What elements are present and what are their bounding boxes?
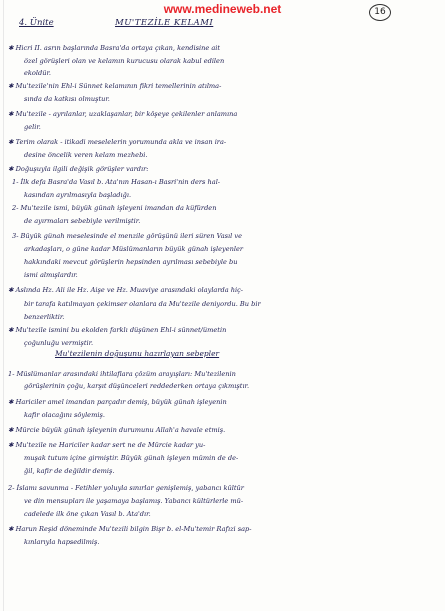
text-line: sında da katkısı olmuştur.	[24, 95, 110, 103]
text-line: ekoldür.	[24, 69, 51, 77]
text-line: ✱ Doğuşuyla ilgili değişik görüşler vardır:	[8, 165, 149, 173]
text-line: ✱ Mu'tezile ismini bu ekolden farklı düşünen Ehl-i sünnet/ümetin	[8, 326, 227, 334]
page-number: 16	[369, 4, 391, 21]
text-line: desine öncelik veren kelam mezhebi.	[24, 151, 148, 159]
text-line: 1- İlk defa Basra'da Vasıl b. Ata'nın Hasan-ı Basri'nin ders hal-	[12, 178, 221, 186]
text-line: 3- Büyük günah meselesinde el menzile görüşünü ileri süren Vasıl ve	[12, 232, 242, 240]
text-line: ✱ Hariciler amel imandan parçadır demiş, büyük günah işleyenin	[8, 398, 227, 406]
text-line: kasından ayrılmasıyla başladığı.	[24, 191, 132, 199]
text-line: bir tarafa katılmayan çekimser olanlara da Mu'tezile deniyordu. Bu bir	[24, 300, 261, 308]
text-line: çoğunluğu vermiştir.	[24, 339, 94, 347]
text-line: kınlarıyla hapsedilmiş.	[24, 538, 100, 546]
text-line: ✱ Aslında Hz. Ali ile Hz. Aişe ve Hz. Muaviye arasındaki olaylarda hiç-	[8, 286, 244, 294]
text-line: ✱ Terim olarak - itikadi meselelerin yorumunda akla ve insan ira-	[8, 138, 227, 146]
text-line: ✱ Hicri II. asrın başlarında Basra'da ortaya çıkan, kendisine ait	[8, 44, 221, 52]
text-line: ✱ Mu'tezile ne Hariciler kadar sert ne de Mürcie kadar yu-	[8, 441, 206, 449]
unit-label: 4. Ünite	[19, 18, 54, 28]
section-heading: Mu'tezilenin doğuşunu hazırlayan sebepler	[55, 349, 220, 358]
text-line: kafir olacağını söylemiş.	[24, 411, 105, 419]
text-line: muşak tutum içine girmiştir. Büyük günah işleyen mümin de de-	[24, 454, 239, 462]
text-line: gelir.	[24, 123, 41, 131]
text-line: hakkındaki mevcut görüşlerin hepsinden ayrılması sebebiyle bu	[24, 258, 238, 266]
text-line: 1- Müslümanlar arasındaki ihtilaflara çözüm arayışları: Mu'tezilenin	[8, 370, 236, 378]
text-line: ✱ Mu'tezile - ayrılanlar, uzaklaşanlar, bir köşeye çekilenler anlamına	[8, 110, 238, 118]
text-line: ğil, kafir de değildir demiş.	[24, 467, 115, 475]
text-line: ✱ Mu'tezile'nin Ehl-i Sünnet kelamının fikri temellerinin atılma-	[8, 82, 222, 90]
text-line: görüşlerinin çoğu, karşıt düşünceleri reddederken ortaya çıkmıştır.	[24, 382, 250, 390]
text-line: de ayırmaları sebebiyle verilmiştir.	[24, 217, 141, 225]
text-line: arkadaşları, o güne kadar Müslümanların büyük günah işleyenler	[24, 245, 244, 253]
text-line: benzerliktir.	[24, 313, 65, 321]
text-line: 2- Mu'tezile ismi, büyük günah işleyeni imandan da küfürden	[12, 204, 217, 212]
website-watermark: www.medineweb.net	[163, 2, 282, 16]
text-line: ✱ Mürcie büyük günah işleyenin durumunu Allah'a havale etmiş.	[8, 426, 226, 434]
text-line: ismi almışlardır.	[24, 271, 78, 279]
text-line: cadelede ilk öne çıkan Vasıl b. Ata'dır.	[24, 510, 151, 518]
text-line: ve din mensupları ile yaşamaya başlamış. Yabancı kültürlerle mü-	[24, 497, 244, 505]
text-line: ✱ Harun Reşid döneminde Mu'tezili bilgin Bişr b. el-Mu'temir Rafızi sap-	[8, 525, 252, 533]
text-line: 2- İslamı savunma - Fetihler yoluyla sınırlar genişlemiş, yabancı kültür	[8, 484, 244, 492]
text-line: özel görüşleri olan ve kelamın kurucusu olarak kabul edilen	[24, 57, 225, 65]
page-title: MU'TEZİLE KELAMI	[115, 18, 214, 28]
